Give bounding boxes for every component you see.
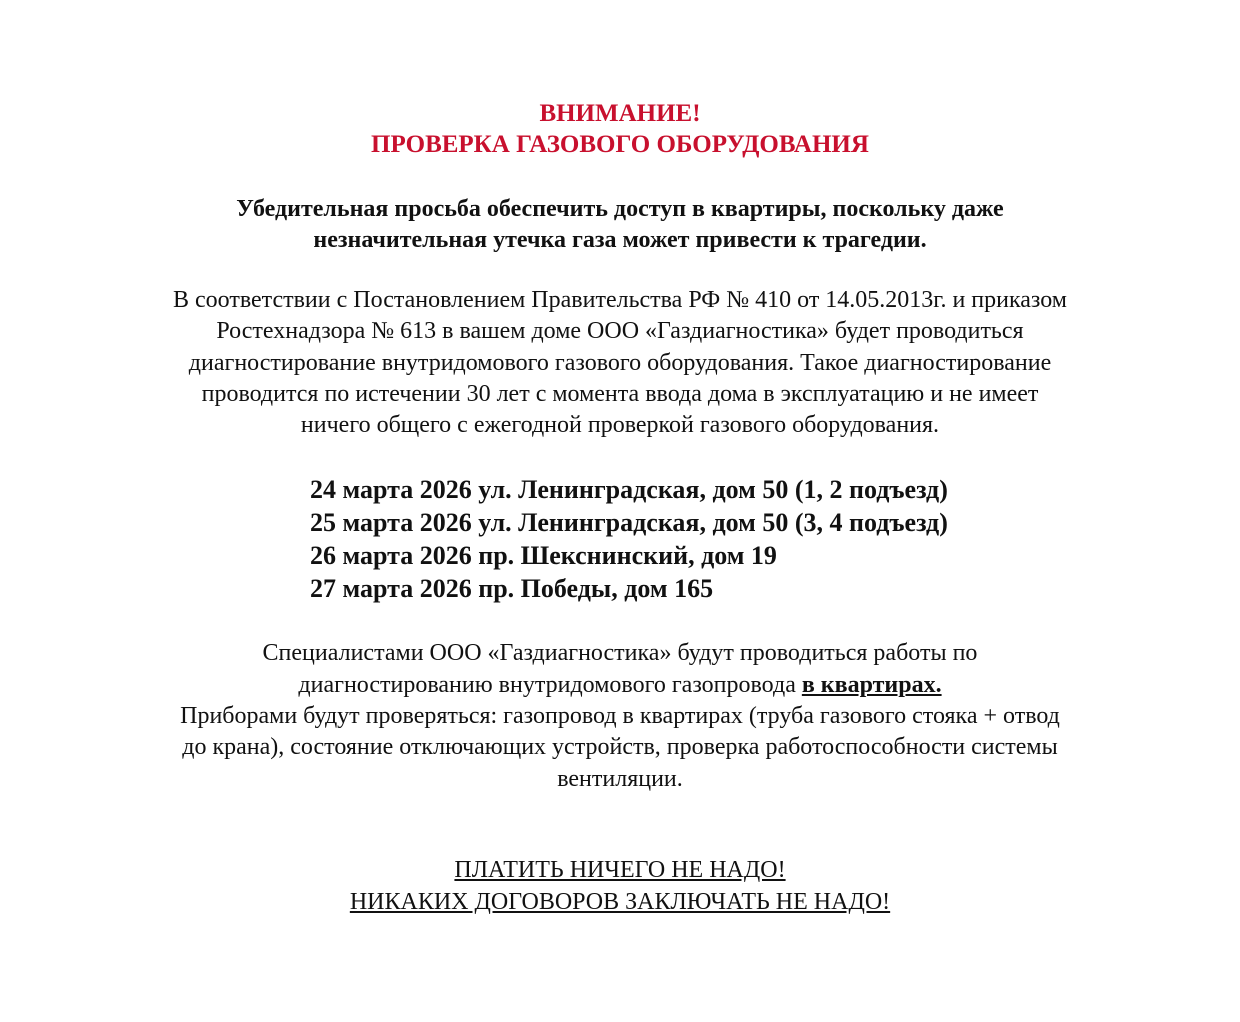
works-line-1: Специалистами ООО «Газдиагностика» будут проводиться работы по <box>262 640 978 666</box>
appeal-line-1: Убедительная просьба обеспечить доступ в квартиры, поскольку даже <box>236 196 1004 222</box>
notice-title-line-2: ПРОВЕРКА ГАЗОВОГО ОБОРУДОВАНИЯ <box>371 131 869 158</box>
no-contracts-note: НИКАКИХ ДОГОВОРОВ ЗАКЛЮЧАТЬ НЕ НАДО! <box>349 889 891 915</box>
schedule-item: 27 марта 2026 пр. Победы, дом 165 <box>310 574 714 603</box>
schedule-item: 25 марта 2026 ул. Ленинградская, дом 50 (3, 4 подъезд) <box>310 508 948 537</box>
works-line-2 <box>0 673 1240 697</box>
works-line-5: вентиляции. <box>557 766 683 792</box>
appeal-line-2: незначительная утечка газа может привести к трагедии. <box>313 227 927 253</box>
in-apartments-emphasis: в квартирах. <box>801 672 942 698</box>
footer-line-2 <box>0 890 1240 914</box>
intro-line-4: проводится по истечении 30 лет с момента ввода дома в эксплуатацию и не имеет <box>201 381 1039 407</box>
works-line-4: до крана), состояние отключающих устройств, проверка работоспособности системы <box>182 734 1058 760</box>
intro-line-1: В соответствии с Постановлением Правительства РФ № 410 от 14.05.2013г. и приказом <box>173 287 1067 313</box>
intro-line-2: Ростехнадзора № 613 в вашем доме ООО «Газдиагностика» будет проводиться <box>216 318 1024 344</box>
footer-line-1 <box>0 858 1240 882</box>
works-line-3: Приборами будут проверяться: газопровод в квартирах (труба газового стояка + отвод <box>180 703 1060 729</box>
schedule-item: 26 марта 2026 пр. Шекснинский, дом 19 <box>310 541 777 570</box>
intro-line-3: диагностирование внутридомового газового оборудования. Такое диагностирование <box>188 350 1052 376</box>
schedule-item: 24 марта 2026 ул. Ленинградская, дом 50 (1, 2 подъезд) <box>310 475 948 504</box>
works-line-2-text: диагностированию внутридомового газопровода <box>298 672 802 698</box>
intro-line-5: ничего общего с ежегодной проверкой газового оборудования. <box>300 412 940 438</box>
no-payment-note: ПЛАТИТЬ НИЧЕГО НЕ НАДО! <box>454 857 786 883</box>
notice-title-line-1: ВНИМАНИЕ! <box>539 100 701 127</box>
